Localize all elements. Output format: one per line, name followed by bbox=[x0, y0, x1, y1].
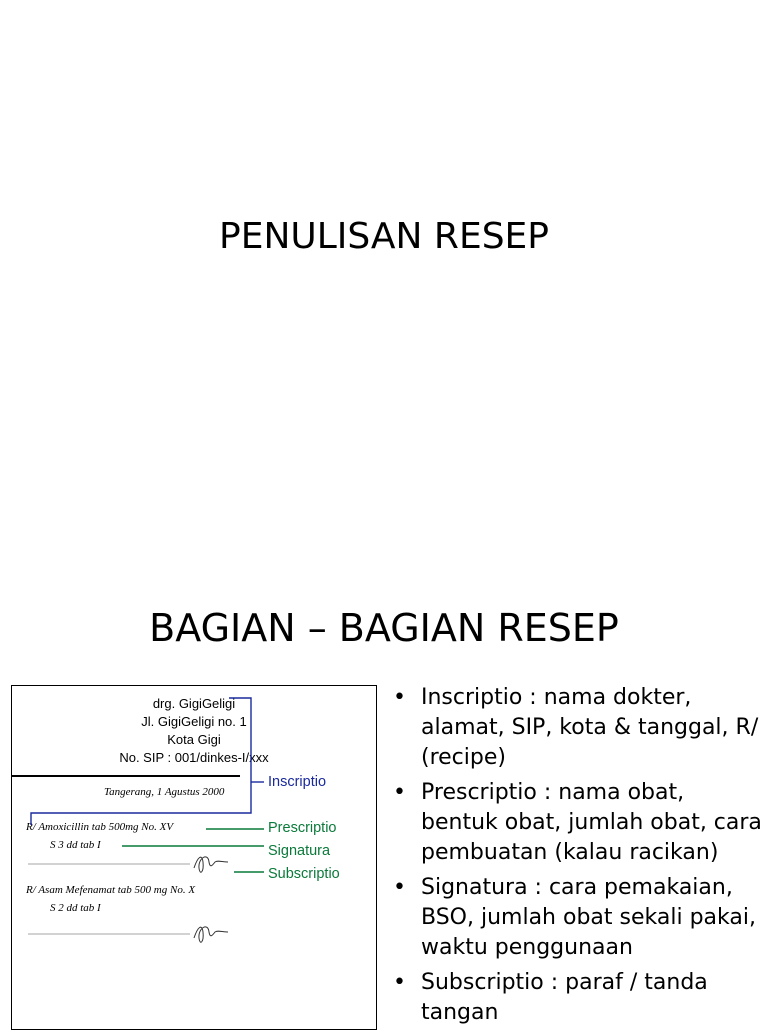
bullet-dot: • bbox=[393, 685, 406, 710]
bullet-dot: • bbox=[393, 875, 406, 900]
bullet-item-subscriptio: • Subscriptio : paraf / tanda tangan bbox=[393, 970, 708, 1025]
bullet-dot: • bbox=[393, 970, 406, 995]
label-inscriptio: Inscriptio bbox=[268, 774, 327, 790]
rx1-signatura: S 3 dd tab I bbox=[50, 839, 101, 851]
bullet-item-signatura: • Signatura : cara pemakaian, BSO, jumlah obat sekali pakai, waktu penggunaan bbox=[393, 875, 756, 960]
inscriptio-bracket bbox=[31, 698, 264, 825]
doctor-sip: No. SIP : 001/dinkes-I/xxx bbox=[119, 750, 269, 765]
slide-title: PENULISAN RESEP bbox=[219, 216, 549, 257]
date-line: Tangerang, 1 Agustus 2000 bbox=[104, 786, 225, 798]
label-prescriptio: Prescriptio bbox=[268, 820, 337, 836]
label-subscriptio: Subscriptio bbox=[268, 866, 340, 882]
doctor-name: drg. GigiGeligi bbox=[152, 696, 236, 711]
doctor-city: Kota Gigi bbox=[167, 732, 221, 747]
bullet-item-inscriptio: • Inscriptio : nama dokter, alamat, SIP, kota & tanggal, R/ (recipe) bbox=[393, 685, 759, 770]
bullet-item-prescriptio: • Prescriptio : nama obat, bentuk obat, jumlah obat, cara pembuatan (kalau racikan) bbox=[393, 780, 762, 865]
bullet-dot: • bbox=[393, 780, 406, 805]
prescription-figure bbox=[11, 685, 377, 1030]
bullet-list bbox=[391, 683, 763, 1033]
rx2-signatura: S 2 dd tab I bbox=[50, 902, 101, 914]
rx2-line: R/ Asam Mefenamat tab 500 mg No. X bbox=[26, 884, 196, 896]
doctor-address: Jl. GigiGeligi no. 1 bbox=[141, 714, 247, 729]
slide-heading: BAGIAN – BAGIAN RESEP bbox=[149, 606, 619, 650]
rx1-line: R/ Amoxicillin tab 500mg No. XV bbox=[26, 821, 174, 833]
paraf-1 bbox=[194, 857, 228, 872]
label-signatura: Signatura bbox=[268, 843, 331, 859]
paraf-2 bbox=[194, 927, 228, 942]
